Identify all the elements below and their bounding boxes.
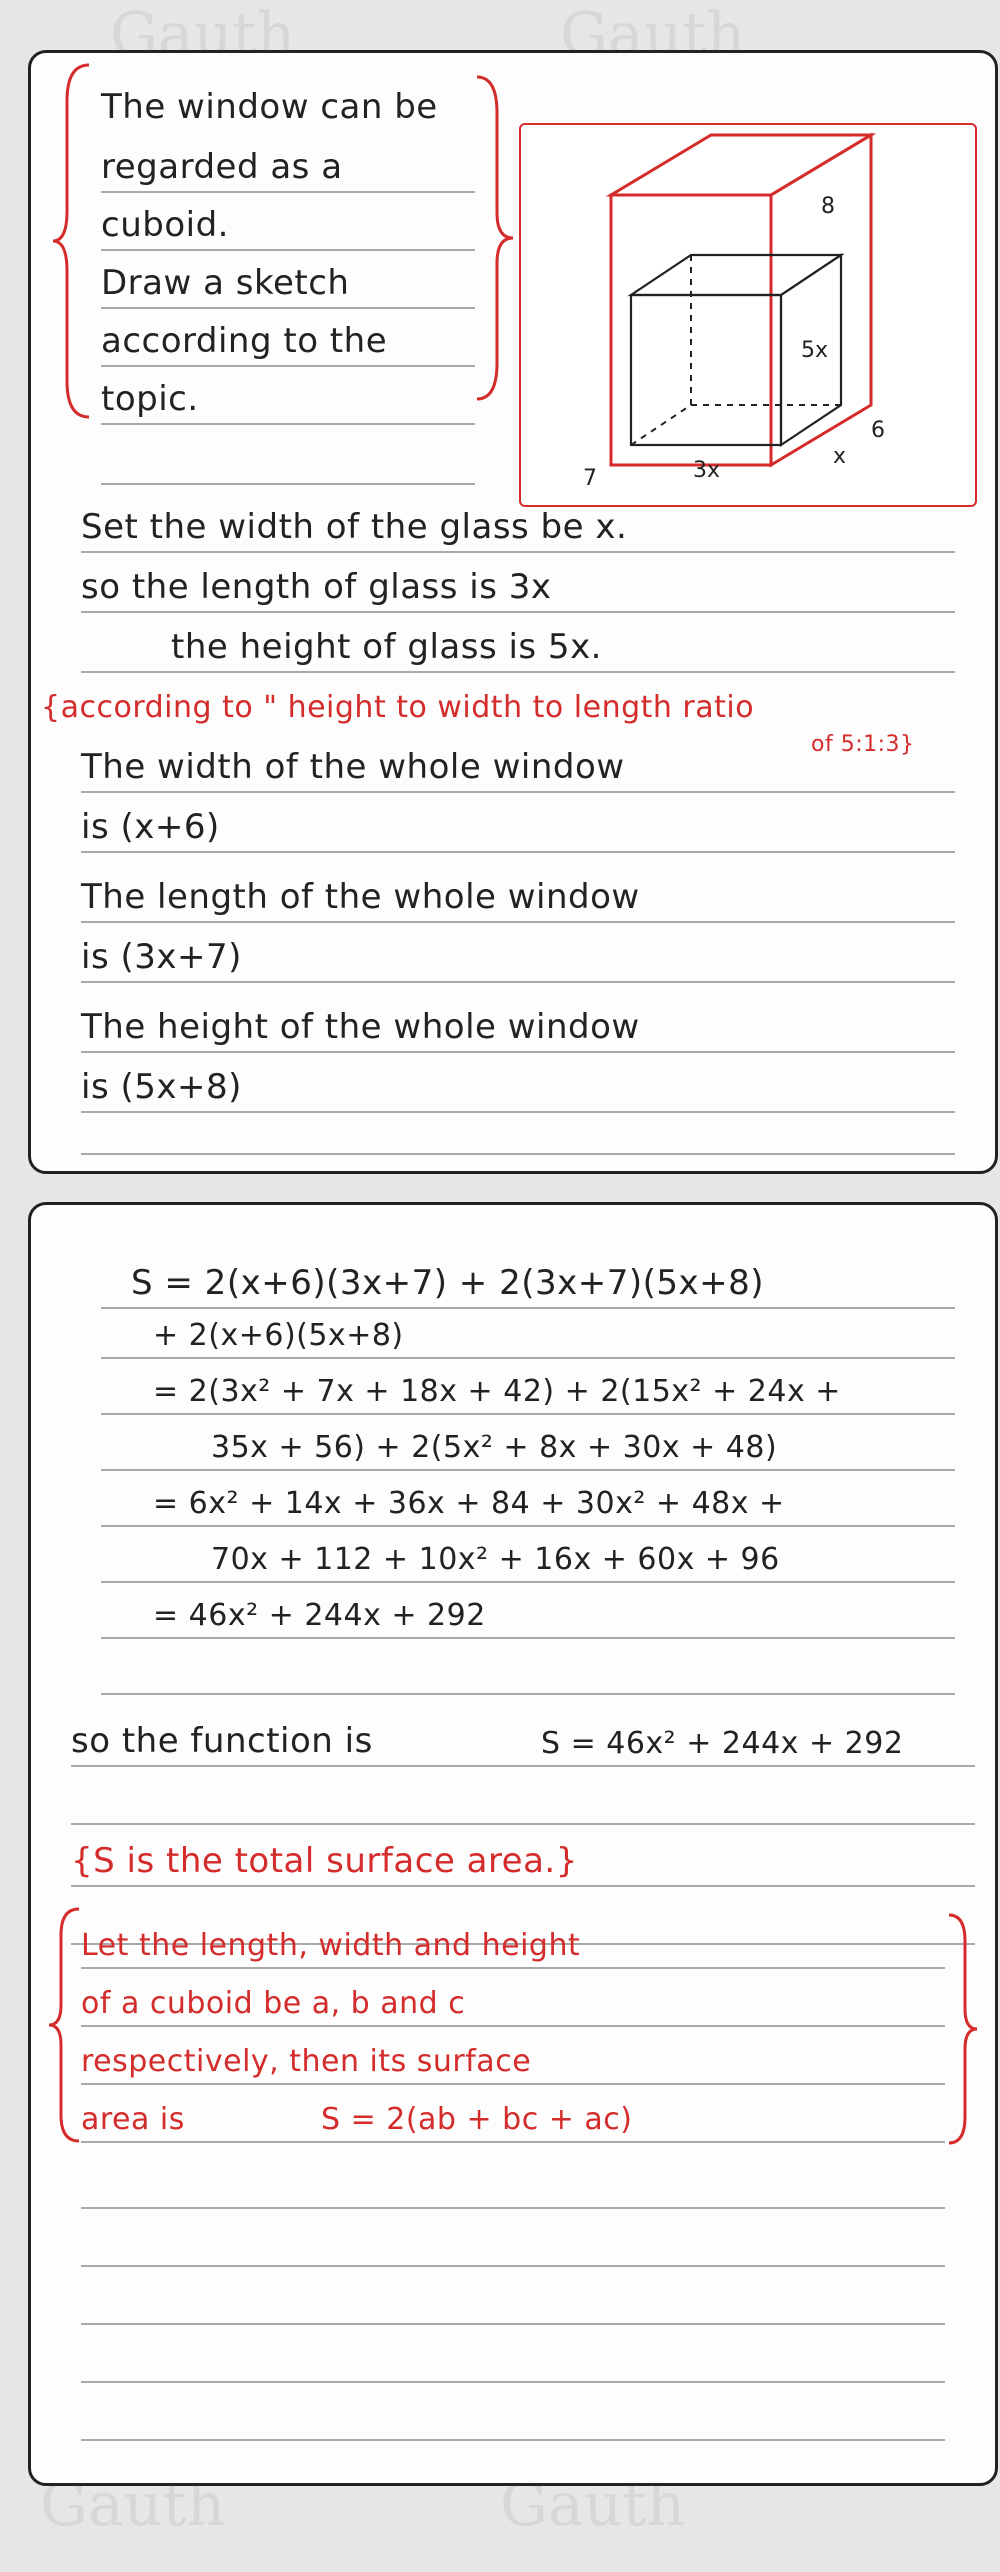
ruled-line [81, 1113, 955, 1155]
surface-area-note: {S is the total surface area.} [71, 1841, 578, 1881]
function-expression: S = 46x² + 244x + 292 [541, 1726, 904, 1761]
solution-line: so the length of glass is 3x [81, 567, 552, 607]
right-brace-icon [471, 73, 521, 403]
ruled-line [81, 613, 955, 673]
ruled-line [101, 1587, 955, 1639]
solution-line: is (x+6) [81, 807, 220, 847]
ratio-note-line: {according to " height to width to length ratio [41, 690, 755, 725]
label-height: 5x [801, 338, 829, 363]
ratio-note-end: of 5:1:3} [811, 732, 915, 757]
ruled-line [81, 1053, 955, 1113]
ruled-line [41, 671, 989, 729]
intro-line: The window can be [101, 87, 438, 127]
ruled-line [101, 1307, 955, 1359]
ruled-line [81, 2027, 945, 2085]
solution-line: is (5x+8) [81, 1067, 242, 1107]
ruled-line [101, 365, 475, 425]
ruled-line [81, 793, 955, 853]
formula-line: respectively, then its surface [81, 2044, 532, 2079]
formula-line: Let the length, width and height [81, 1928, 581, 1963]
ruled-line [101, 133, 475, 193]
intro-line: Draw a sketch [101, 263, 350, 303]
ruled-line [81, 2267, 945, 2325]
ruled-line [101, 73, 475, 131]
right-brace-icon [943, 1911, 983, 2147]
ruled-line [101, 191, 475, 251]
ruled-line [101, 1475, 955, 1527]
label-height-add: 8 [821, 194, 835, 219]
intro-line: according to the [101, 321, 388, 361]
calc-line: S = 2(x+6)(3x+7) + 2(3x+7)(5x+8) [131, 1263, 765, 1303]
ruled-line [101, 1419, 955, 1471]
intro-line: regarded as a [101, 147, 343, 187]
ruled-line [81, 1969, 945, 2027]
label-length-add: 7 [583, 466, 597, 491]
ruled-line [81, 2209, 945, 2267]
ruled-line [101, 249, 475, 309]
solution-line: The length of the whole window [81, 877, 640, 917]
ruled-line [101, 1531, 955, 1583]
calc-line: + 2(x+6)(5x+8) [153, 1318, 404, 1353]
ruled-line [81, 923, 955, 983]
formula-expression: S = 2(ab + bc + ac) [321, 2102, 633, 2137]
watermark: Gauth [40, 2470, 226, 2540]
solution-line: Set the width of the glass be x. [81, 507, 628, 547]
function-prefix: so the function is [71, 1721, 373, 1761]
ruled-line [101, 425, 475, 485]
solution-line: The width of the whole window [81, 747, 625, 787]
cuboid-drawing [521, 125, 975, 505]
ruled-line [81, 993, 955, 1053]
calc-line: = 2(3x² + 7x + 18x + 42) + 2(15x² + 24x + [153, 1374, 841, 1409]
ruled-line [81, 2325, 945, 2383]
formula-line: area is [81, 2102, 185, 2137]
watermark: Gauth [560, 0, 746, 70]
notebook-page-1 [28, 50, 998, 1174]
watermark: Gauth [110, 0, 296, 70]
cuboid-sketch [519, 123, 977, 507]
ruled-line [101, 1249, 955, 1309]
ruled-line [81, 863, 955, 923]
ruled-line [81, 733, 955, 793]
label-width: x [833, 444, 847, 469]
solution-line: The height of the whole window [81, 1007, 640, 1047]
calc-line: = 6x² + 14x + 36x + 84 + 30x² + 48x + [153, 1486, 785, 1521]
label-width-add: 6 [871, 418, 885, 443]
ruled-line [81, 1911, 945, 1969]
intro-line: topic. [101, 379, 199, 419]
label-length: 3x [693, 458, 721, 483]
ruled-line [101, 1363, 955, 1415]
ruled-line [71, 1773, 975, 1825]
ruled-line [81, 493, 955, 553]
solution-line: the height of glass is 5x. [171, 627, 602, 667]
ruled-line [101, 1643, 955, 1695]
calc-line: 70x + 112 + 10x² + 16x + 60x + 96 [211, 1542, 780, 1577]
calc-line: = 46x² + 244x + 292 [153, 1598, 486, 1633]
ruled-line [81, 553, 955, 613]
ruled-line [81, 2151, 945, 2209]
ruled-line [81, 2085, 945, 2143]
calc-line: 35x + 56) + 2(5x² + 8x + 30x + 48) [211, 1430, 778, 1465]
ruled-line [81, 2383, 945, 2441]
solution-line: is (3x+7) [81, 937, 242, 977]
ruled-line [101, 307, 475, 367]
left-brace-icon [49, 61, 99, 421]
ruled-line [71, 1831, 975, 1887]
ruled-line [71, 1705, 975, 1767]
watermark: Gauth [500, 2470, 686, 2540]
notebook-page-2 [28, 1202, 998, 2486]
intro-line: cuboid. [101, 205, 229, 245]
formula-line: of a cuboid be a, b and c [81, 1986, 466, 2021]
